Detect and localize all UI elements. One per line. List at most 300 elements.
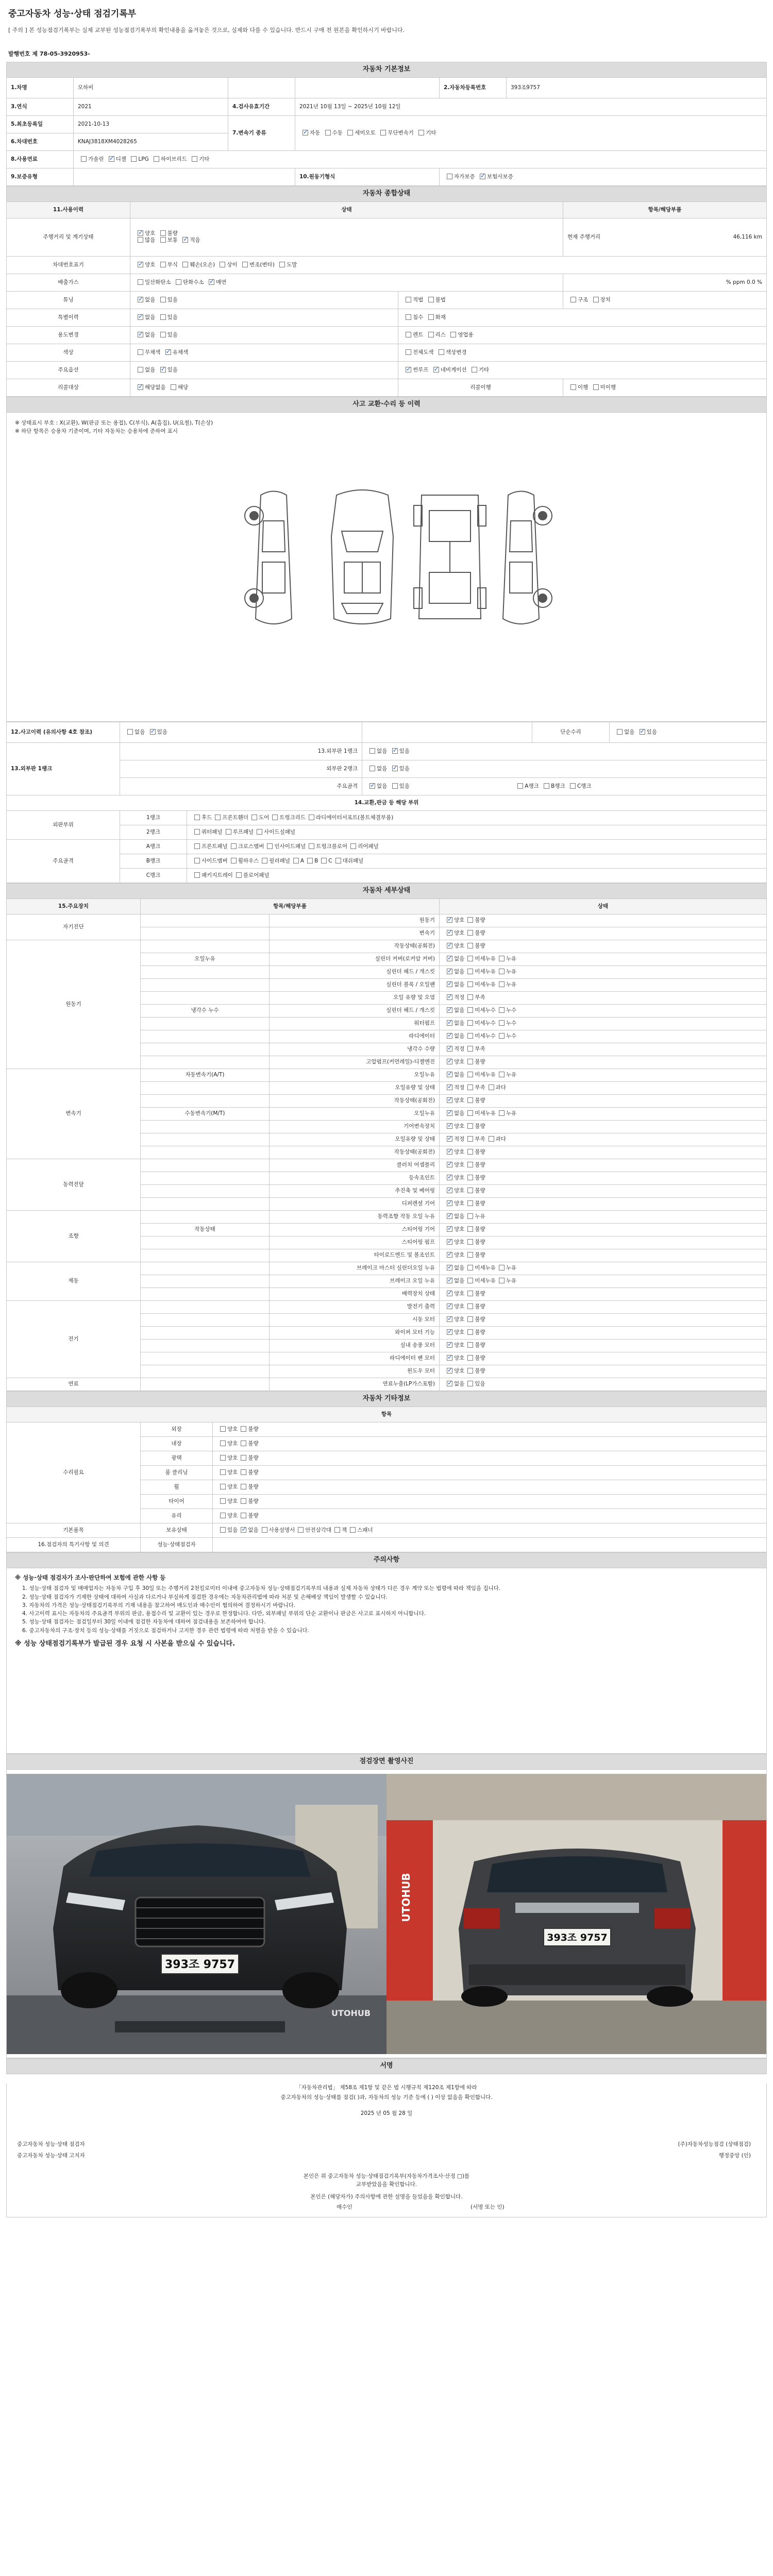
option-label: 불량 xyxy=(475,1149,485,1156)
option-label: 과다 xyxy=(495,1136,506,1143)
checkbox xyxy=(447,1278,452,1283)
detail-rows xyxy=(7,914,767,1391)
sub-item xyxy=(141,1287,270,1300)
opt: 변조(변타) xyxy=(249,261,275,268)
option xyxy=(444,1007,464,1013)
option-label: 누유 xyxy=(506,1278,517,1284)
rank-label: 2랭크 xyxy=(120,825,187,839)
opt: 탄화수소 xyxy=(183,279,204,285)
state-options xyxy=(440,1094,767,1107)
rank-row xyxy=(7,868,767,883)
recall-label: 리콜대상 xyxy=(7,379,130,396)
state-options xyxy=(440,978,767,991)
sign-table xyxy=(6,2058,767,2074)
option xyxy=(464,1239,485,1245)
state-options xyxy=(440,1352,767,1365)
item-name: 냉각수 수량 xyxy=(270,1043,440,1056)
option xyxy=(464,1355,485,1361)
option xyxy=(464,1033,496,1039)
state-options xyxy=(440,1081,767,1094)
fuel-opt: LPG xyxy=(138,156,149,162)
checkbox xyxy=(447,1381,452,1386)
option xyxy=(238,1513,258,1519)
checkbox xyxy=(109,156,114,162)
item-name: 디퍼렌셜 기어 xyxy=(270,1197,440,1210)
notes-strong: ※ 성능 상태점검기록부가 발급된 경우 요청 시 사본을 받으실 수 있습니다. xyxy=(15,1639,236,1648)
checkbox xyxy=(380,130,386,135)
reg-value: 393조9757 xyxy=(507,77,767,98)
option-label: 부족 xyxy=(475,1084,485,1091)
cert-label: 발행번호 제 xyxy=(8,50,38,57)
option xyxy=(444,1342,464,1348)
item-name: 오일누유 xyxy=(270,1107,440,1120)
state-options xyxy=(440,991,767,1004)
usage-options-a xyxy=(130,326,398,344)
option-label: 불량 xyxy=(475,1123,485,1130)
checkbox xyxy=(369,783,375,789)
option xyxy=(464,1149,485,1155)
opt: 일산화탄소 xyxy=(145,279,171,285)
opt: B랭크 xyxy=(551,783,565,789)
other-item: 외장 xyxy=(141,1422,213,1436)
opt: 있음 xyxy=(157,728,167,735)
other-item: 광택 xyxy=(141,1451,213,1465)
opt: 없음 xyxy=(145,296,156,303)
state-options xyxy=(440,1120,767,1133)
sub-item xyxy=(141,1300,270,1313)
checkbox xyxy=(220,1440,226,1446)
checkbox xyxy=(447,174,452,179)
checkbox xyxy=(406,297,411,302)
rear-photo-svg xyxy=(386,1774,766,2054)
opt: 없음 xyxy=(135,728,145,735)
sign-body xyxy=(6,2083,767,2217)
option xyxy=(444,1123,464,1129)
option-label: 미세누유 xyxy=(475,1265,496,1272)
detail-row xyxy=(7,940,767,953)
item-name: 와이퍼 모터 기능 xyxy=(270,1326,440,1339)
checkbox xyxy=(160,262,166,267)
col-item: 11.사용이력 xyxy=(7,201,130,218)
option xyxy=(464,1213,485,1219)
checkbox xyxy=(138,349,143,355)
outer1-options xyxy=(362,742,767,760)
option-label: 누유 xyxy=(506,981,517,988)
option xyxy=(464,943,485,949)
option xyxy=(444,981,464,988)
checkbox xyxy=(447,1265,452,1270)
option-label: 누수 xyxy=(506,1007,517,1014)
option xyxy=(464,930,485,936)
section-other: 자동차 기타정보 xyxy=(7,1391,767,1406)
option xyxy=(223,829,254,835)
photos-row xyxy=(6,1770,767,2058)
option xyxy=(464,1381,485,1387)
checkbox xyxy=(447,917,452,923)
option xyxy=(464,981,496,988)
checkbox xyxy=(467,917,473,923)
fuel-opt: 기타 xyxy=(199,156,210,162)
legend-line: ※ 하단 항목은 승용차 기준이며, 기타 자동차는 승용차에 준하여 표시 xyxy=(15,428,178,435)
option-label: 양호 xyxy=(454,1123,465,1130)
opt: 장치 xyxy=(600,296,611,303)
option-label: 휠하우스 xyxy=(238,857,259,864)
option-label: 루프패널 xyxy=(232,828,254,835)
opt: 상이 xyxy=(227,261,238,268)
option-label: 누유 xyxy=(475,1213,485,1220)
repair-group: 수리필요 xyxy=(7,1422,141,1523)
option-label: 불량 xyxy=(475,1059,485,1065)
sub-item xyxy=(141,1159,270,1172)
option-label: 필러패널 xyxy=(269,857,290,864)
opt: 훼손(오손) xyxy=(190,261,215,268)
checkbox xyxy=(447,1097,452,1103)
option-label: 잭 xyxy=(342,1527,347,1533)
checkbox xyxy=(467,1316,473,1322)
state-options xyxy=(440,1365,767,1378)
option-label: 대쉬패널 xyxy=(342,857,364,864)
option xyxy=(496,1072,516,1078)
item-name: 클러치 어셈블리 xyxy=(270,1159,440,1172)
checkbox xyxy=(467,1278,473,1283)
fuel-opt: 디젤 xyxy=(115,156,127,162)
option xyxy=(464,1097,485,1104)
device-name: 연료 xyxy=(7,1378,141,1391)
option xyxy=(217,1498,238,1504)
checkbox xyxy=(447,1188,452,1193)
option xyxy=(496,1033,516,1039)
repair-label: 단순수리 xyxy=(532,722,610,742)
state-options xyxy=(440,1159,767,1172)
other-state xyxy=(213,1494,767,1509)
color-options-a xyxy=(130,344,398,361)
option-label: 불량 xyxy=(475,1329,485,1336)
state-options xyxy=(440,1030,767,1043)
opt: C랭크 xyxy=(577,783,592,789)
option xyxy=(444,994,464,1001)
opt: 적음 xyxy=(190,237,200,243)
option-label: 프론트휀더 xyxy=(222,814,249,821)
checkbox xyxy=(467,1007,473,1013)
checkbox xyxy=(321,858,327,863)
checkbox xyxy=(182,237,188,243)
checkbox xyxy=(467,1162,473,1167)
option xyxy=(464,969,496,975)
checkbox xyxy=(447,1291,452,1296)
checkbox xyxy=(418,130,424,135)
trans-opt: 수동 xyxy=(332,129,343,136)
item-name: 스티어링 펌프 xyxy=(270,1236,440,1249)
notes-lines xyxy=(15,1584,758,1635)
option-label: 누유 xyxy=(506,956,517,962)
option-label: 미세누유 xyxy=(475,981,496,988)
checkbox xyxy=(447,1226,452,1232)
other-rows xyxy=(7,1422,767,1552)
opt: 있음 xyxy=(167,314,178,320)
sub-item xyxy=(141,1017,270,1030)
option xyxy=(464,1084,485,1091)
option xyxy=(496,969,516,975)
option-label: 양호 xyxy=(454,1059,465,1065)
checkbox xyxy=(472,367,477,372)
item-name: 발전기 출력 xyxy=(270,1300,440,1313)
state-options xyxy=(440,1210,767,1223)
acc-hist-options xyxy=(120,722,362,742)
section-basic: 자동차 기본정보 xyxy=(7,62,767,77)
parts-section-title: 14.교환,판금 등 해당 부위 xyxy=(7,795,767,810)
opt: 화재 xyxy=(435,314,446,320)
option xyxy=(464,1329,485,1335)
opt: 미이행 xyxy=(600,384,616,391)
sub-item xyxy=(141,991,270,1004)
option xyxy=(485,1136,506,1142)
opt: 보통 xyxy=(167,237,178,243)
sub-item xyxy=(141,1120,270,1133)
option-label: 트렁크플로어 xyxy=(316,843,348,850)
checkbox xyxy=(593,297,599,302)
sub-item: 자동변속기(A/T) xyxy=(141,1069,270,1081)
state-options xyxy=(440,1287,767,1300)
opt: 없음 xyxy=(145,331,156,338)
checkbox xyxy=(138,262,143,267)
detail-row xyxy=(7,1069,767,1081)
option-label: 양호 xyxy=(227,1498,238,1504)
checkbox xyxy=(241,1455,246,1461)
option xyxy=(254,829,295,835)
state-options xyxy=(440,940,767,953)
item-name: 스티어링 기어 xyxy=(270,1223,440,1236)
option xyxy=(191,858,228,864)
option xyxy=(464,1226,485,1232)
option-label: 양호 xyxy=(454,1355,465,1362)
checkbox xyxy=(447,994,452,1000)
opt: 양호 xyxy=(145,230,156,237)
opt: 구조 xyxy=(578,296,589,303)
emission-options xyxy=(130,274,563,291)
note-line: 5. 성능·상태 점검자는 점검일부터 30일 이내에 점검한 자동차에 대하여 점검내용을 보존하여야 합니다. xyxy=(22,1619,266,1625)
rank-label: B랭크 xyxy=(120,854,187,868)
vin-state-options xyxy=(130,256,767,274)
name-value: 모하비 xyxy=(74,77,228,98)
fuel-opt: 가솔린 xyxy=(88,156,104,162)
device-name: 제동 xyxy=(7,1262,141,1300)
option-label: 양호 xyxy=(454,1342,465,1349)
checkbox xyxy=(154,156,159,162)
checkbox xyxy=(439,349,444,355)
option xyxy=(217,1455,238,1461)
item-name: 실린더 블록 / 오일팬 xyxy=(270,978,440,991)
special-options-a xyxy=(130,309,398,326)
option-label: 양호 xyxy=(454,1149,465,1156)
option xyxy=(444,1020,464,1026)
checkbox xyxy=(262,858,267,863)
tuning-options-c xyxy=(563,291,767,309)
frame-area-label: 주요골격 xyxy=(7,839,120,883)
checkbox xyxy=(194,829,200,835)
checkbox xyxy=(220,1469,226,1475)
option-label: 불량 xyxy=(248,1469,259,1476)
option-label: 불량 xyxy=(248,1483,259,1490)
other-state xyxy=(213,1451,767,1465)
checkbox xyxy=(467,1175,473,1180)
option-label: 불량 xyxy=(475,1291,485,1297)
checkbox xyxy=(138,230,143,236)
option-label: 불량 xyxy=(248,1426,259,1432)
checkbox xyxy=(262,1527,267,1533)
option-label: 미세누수 xyxy=(475,1007,496,1014)
option-label: 미세누수 xyxy=(475,1033,496,1040)
mileage-label: 주행거리 및 계기상태 xyxy=(7,218,130,256)
sign-line-2: 중고자동차의 성능·상태를 점검( )과, 자동차의 성능 기준 등에 ( ) 이상 없음을 확인합니다. xyxy=(280,2094,493,2100)
option xyxy=(217,1426,238,1432)
checkbox xyxy=(499,956,505,961)
checkbox xyxy=(447,1368,452,1374)
opt: 없음 xyxy=(624,728,635,735)
checkbox xyxy=(81,156,87,162)
option-label: 미세누유 xyxy=(475,969,496,975)
checkbox xyxy=(194,815,200,820)
sub-item xyxy=(141,1133,270,1146)
checkbox xyxy=(160,367,166,372)
opt: 없음 xyxy=(145,314,156,320)
checkbox xyxy=(160,332,166,337)
option xyxy=(306,843,347,850)
option-label: 미세누유 xyxy=(475,1072,496,1078)
option xyxy=(464,917,485,923)
sign-line-3: 본인은 위 중고자동차 성능·상태점검기록부(자동차가격조사·산정 □)를 xyxy=(303,2173,470,2179)
device-name: 조향 xyxy=(7,1210,141,1262)
opt: 매연 xyxy=(215,279,227,285)
extra-state xyxy=(213,1523,767,1537)
checkbox xyxy=(220,1484,226,1489)
checkbox xyxy=(517,783,523,789)
opt: 없음 xyxy=(377,783,388,789)
device-name: 변속기 xyxy=(7,1069,141,1159)
cert-value: 78-05-3920953- xyxy=(39,50,90,57)
option-label: 양호 xyxy=(454,1188,465,1194)
general-state-table xyxy=(6,186,767,397)
recall-options xyxy=(130,379,398,396)
extra-label: 16.점검자의 특기사항 및 의견 xyxy=(7,1537,141,1552)
option-label: 없음 xyxy=(454,1110,465,1117)
option xyxy=(217,1513,238,1519)
outer-panel-label: 외판부위 xyxy=(7,810,120,839)
checkbox xyxy=(480,174,485,179)
device-name: 전기 xyxy=(7,1300,141,1378)
notice-text: [ 주의 ] 본 성능점검기록부는 실제 교부된 성능점검기록부의 확인내용을 옮겨놓은 것으로, 실제와 다를 수 있습니다. 반드시 구매 전 원본을 확인하시기 바랍니다. xyxy=(8,27,405,33)
item-name: 워터펌프 xyxy=(270,1017,440,1030)
option xyxy=(248,815,269,821)
vin-label: 6.차대번호 xyxy=(7,133,74,150)
option xyxy=(464,1342,485,1348)
checkbox xyxy=(192,156,197,162)
device-name: 자기진단 xyxy=(7,914,141,940)
opt: 없음 xyxy=(377,748,388,754)
opt: 네비게이션 xyxy=(440,366,467,373)
section-photos: 점검장면 촬영사진 xyxy=(7,1754,767,1769)
checkbox xyxy=(171,384,176,390)
option-label: 미세누유 xyxy=(475,956,496,962)
option-options-b xyxy=(398,361,767,379)
option-label: 양호 xyxy=(454,1252,465,1259)
outer2-options xyxy=(362,760,767,777)
photos-table xyxy=(6,1754,767,1770)
opt: A랭크 xyxy=(525,783,539,789)
checkbox xyxy=(231,843,237,849)
mileage-options xyxy=(130,218,563,256)
option xyxy=(444,1226,464,1232)
item-name: 오일유량 및 상태 xyxy=(270,1081,440,1094)
option-label: 양호 xyxy=(227,1483,238,1490)
checkbox xyxy=(499,1265,505,1270)
checkbox xyxy=(131,156,137,162)
sub-item xyxy=(141,1313,270,1326)
checkbox xyxy=(570,297,576,302)
checkbox xyxy=(447,1020,452,1026)
item-name: 원동기 xyxy=(270,914,440,927)
option xyxy=(464,1136,485,1142)
checkbox xyxy=(138,367,143,372)
option-label: 양호 xyxy=(454,1316,465,1323)
checkbox xyxy=(447,1239,452,1245)
option xyxy=(444,1110,464,1116)
option xyxy=(212,815,248,821)
checkbox xyxy=(447,1123,452,1129)
option-label: 불량 xyxy=(475,1175,485,1181)
item-name: 작동상태(공회전) xyxy=(270,940,440,953)
engine-label: 10.원동기형식 xyxy=(295,168,440,185)
sub-item xyxy=(141,1081,270,1094)
option xyxy=(444,1136,464,1142)
mileage-value: 46,116 km xyxy=(733,233,762,240)
option-label: 없음 xyxy=(454,1213,465,1220)
other-state xyxy=(213,1422,767,1436)
extra-sub: 보유상태 xyxy=(141,1523,213,1537)
option-label: 후드 xyxy=(201,814,212,821)
sub-item xyxy=(141,1197,270,1210)
checkbox xyxy=(241,1513,246,1518)
sub-item xyxy=(141,1262,270,1275)
checkbox xyxy=(406,332,411,337)
checkbox xyxy=(447,1033,452,1039)
extra-sub: 성능·상태점검자 xyxy=(141,1537,213,1552)
rank-label: C랭크 xyxy=(120,868,187,883)
checkbox xyxy=(467,1072,473,1077)
option xyxy=(444,1097,464,1104)
sub-item xyxy=(141,1146,270,1159)
checkbox xyxy=(309,843,314,849)
option-label: 리어패널 xyxy=(358,843,379,850)
sign-line-5: 본인은 (해당자가) 주의사항에 관한 설명을 들었음을 확인합니다. xyxy=(310,2193,463,2200)
trans-opt: 무단변속기 xyxy=(388,129,414,136)
opt: 있음 xyxy=(399,783,410,789)
checkbox xyxy=(160,297,166,302)
option-label: 미세누수 xyxy=(475,1020,496,1027)
outer2-label: 외부판 2랭크 xyxy=(120,760,362,777)
checkbox xyxy=(335,858,341,863)
checkbox xyxy=(447,1355,452,1361)
option-label: 크로스멤버 xyxy=(238,843,264,850)
sub-item xyxy=(141,1249,270,1262)
opt: 있음 xyxy=(399,748,410,754)
mileage-note xyxy=(563,218,767,256)
detail-row xyxy=(7,1300,767,1313)
option-label: 적정 xyxy=(454,1084,465,1091)
option-label: 양호 xyxy=(454,930,465,937)
sub-item xyxy=(141,927,270,940)
checkbox xyxy=(467,1213,473,1219)
checkbox xyxy=(392,748,398,754)
